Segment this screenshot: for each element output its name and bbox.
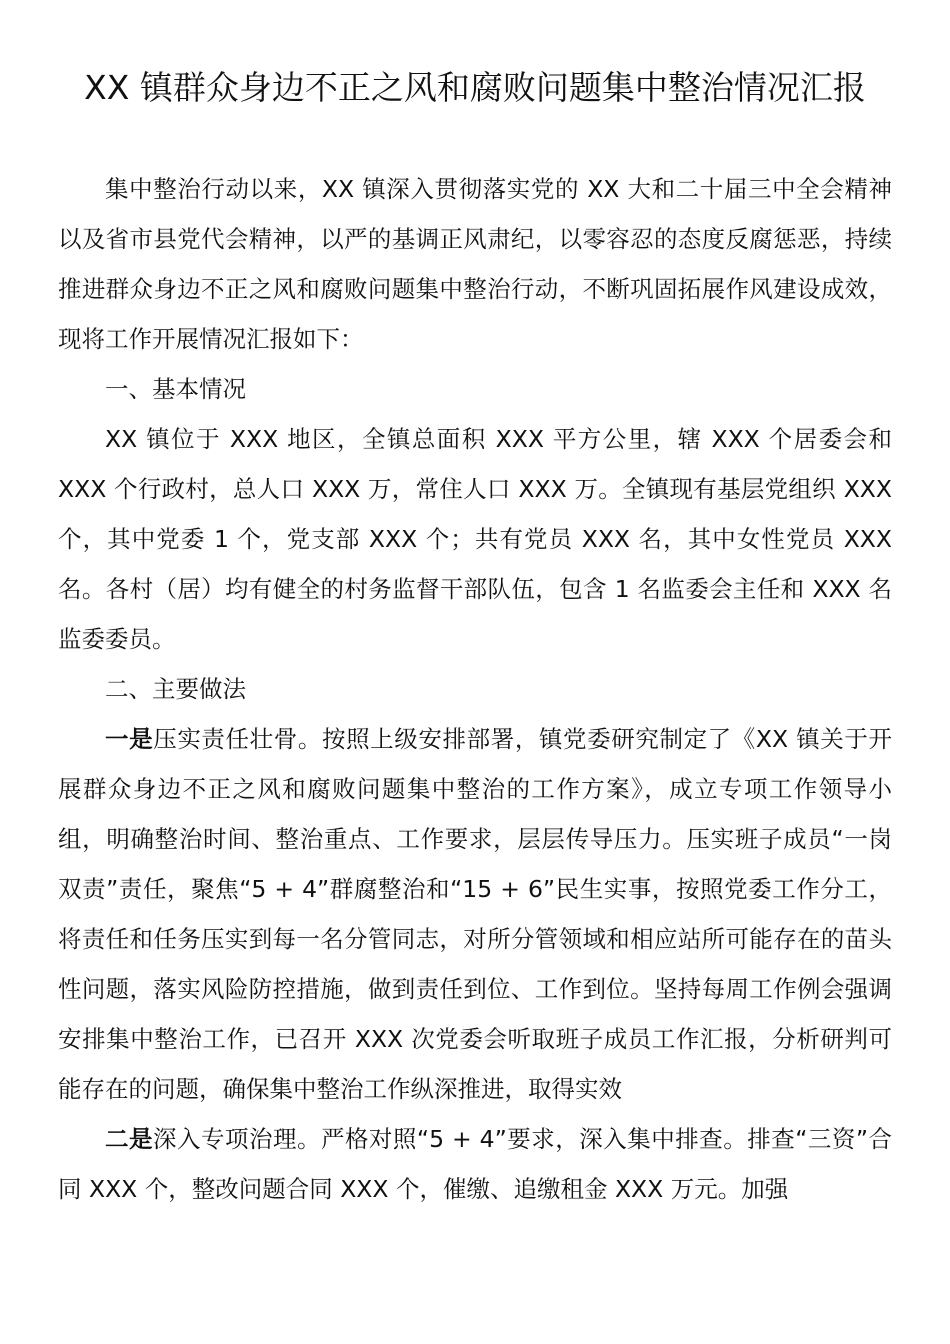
measure-item-1 [58, 714, 892, 1114]
measure-item-1-lead: 一是 [105, 725, 154, 753]
section-heading-measures: 二、主要做法 [105, 675, 246, 703]
measure-item-2-text: 深入专项治理。严格对照“5 + 4”要求，深入集中排查。排查“三资”合同 XXX 个，整改问题合同 XXX 个，催缴、追缴租金 XXX 万元。加强 [58, 1125, 893, 1203]
intro-paragraph: 集中整治行动以来，XX 镇深入贯彻落实党的 XX 大和二十届三中全会精神以及省市县党代会精神，以严的基调正风肃纪，以零容忍的态度反腐惩恶，持续推进群众身边不正之风和腐败问题集中整治行动，不断巩固拓展作风建设成效，现将工作开展情况汇报如下： [58, 175, 892, 353]
measure-item-1-text: 压实责任壮骨。按照上级安排部署，镇党委研究制定了《XX 镇关于开展群众身边不正之风和腐败问题集中整治的工作方案》，成立专项工作领导小组，明确整治时间、整治重点、工作要求，层层传导压力。压实班子成员“一岗双责”责任，聚焦“5 + 4”群腐整治和“15 + 6”民生实事，按照党委工作分工，将责任和任务压实到每一名分管同志，对所分管领域和相应站所可能存在的苗头性问题，落实风险防控措施，做到责任到位、工作到位。坚持每周工作例会强调安排集中整治工作，已召开 XXX 次党委会听取班子成员工作汇报，分析研判可能存在的问题，确保集中整治工作纵深推进，取得实效 [58, 725, 892, 1103]
document-body [58, 164, 892, 1214]
measure-item-2 [58, 1114, 892, 1214]
measure-item-2-lead: 二是 [105, 1125, 153, 1153]
document-title: XX 镇群众身边不正之风和腐败问题集中整治情况汇报 [84, 68, 866, 107]
section-heading-basic: 一、基本情况 [105, 375, 246, 403]
basic-situation-paragraph: XX 镇位于 XXX 地区，全镇总面积 XXX 平方公里，辖 XXX 个居委会和 XXX 个行政村，总人口 XXX 万，常住人口 XXX 万。全镇现有基层党组织 XXX 个，其中党委 1 个，党支部 XXX 个；共有党员 XXX 名，其中女性党员 XXX 名。各村（居）均有健全的村务监督干部队伍，包含 1 名监委会主任和 XXX 名监委委员。 [58, 425, 892, 653]
